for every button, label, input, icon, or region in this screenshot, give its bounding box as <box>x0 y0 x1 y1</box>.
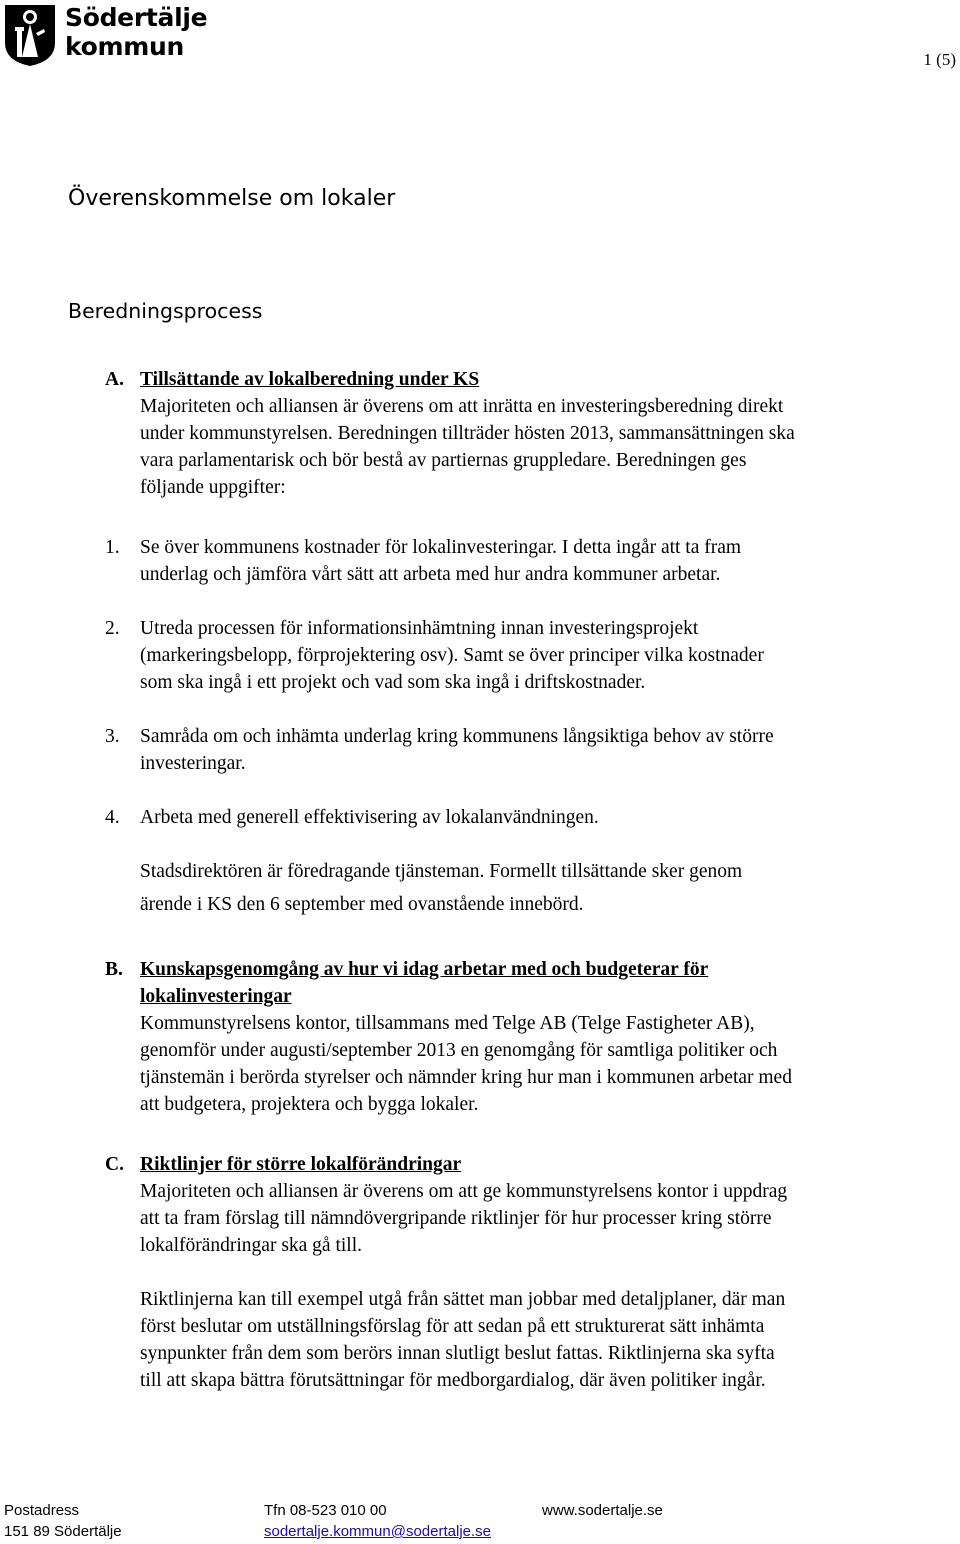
section-a-closing <box>140 858 940 918</box>
list-item-line: (markeringsbelopp, förprojektering osv). Samt se över principer vilka kostnader <box>140 645 764 666</box>
section-c-para1-line: Majoriteten och alliansen är överens om att ge kommunstyrelsens kontor i uppdrag <box>140 1181 788 1202</box>
section-c-para1-line: lokalförändringar ska gå till. <box>140 1235 363 1256</box>
municipality-logo <box>3 3 208 69</box>
page-number: 1 (5) <box>923 50 956 69</box>
document-title: Överenskommelse om lokaler <box>68 186 396 211</box>
section-a-intro-line: följande uppgifter: <box>140 477 286 498</box>
footer-contact <box>264 1500 491 1542</box>
section-a-intro-line: under kommunstyrelsen. Beredningen tillträder hösten 2013, sammansättningen ska <box>140 423 795 444</box>
coat-of-arms-icon <box>3 3 57 67</box>
section-a-intro-line: vara parlamentarisk och bör bestå av partiernas gruppledare. Beredningen ges <box>140 450 747 471</box>
logo-wordmark <box>65 3 207 61</box>
section-c-para2-line: synpunkter från dem som berörs innan slutligt beslut fattas. Riktlinjerna ska syfta <box>140 1343 775 1364</box>
closing-line: ärende i KS den 6 september med ovanstående innebörd. <box>140 894 584 915</box>
list-item-line: Se över kommunens kostnader för lokalinvesteringar. I detta ingår att ta fram <box>140 537 742 558</box>
footer-address-label: Postadress <box>4 1502 80 1519</box>
list-number: 2. <box>105 618 120 639</box>
section-c-para2-line: först beslutar om utställningsförslag för att sedan på ett strukturerat sätt inhämta <box>140 1316 765 1337</box>
footer-address-value: 151 89 Södertälje <box>4 1523 122 1540</box>
footer-phone: Tfn 08-523 010 00 <box>264 1502 387 1519</box>
section-a-heading-block <box>140 366 940 501</box>
list-item <box>140 804 940 831</box>
section-c-para2 <box>140 1286 940 1394</box>
section-a-intro-line: Majoriteten och alliansen är överens om att inrätta en investeringsberedning direkt <box>140 396 784 417</box>
list-item-line: underlag och jämföra vårt sätt att arbeta med hur andra kommuner arbetar. <box>140 564 721 585</box>
section-b-letter: B. <box>105 959 123 980</box>
section-b-block <box>140 956 940 1118</box>
section-b-body-line: Kommunstyrelsens kontor, tillsammans med Telge AB (Telge Fastigheter AB), <box>140 1013 755 1034</box>
section-a-letter: A. <box>105 369 124 390</box>
footer-email-link[interactable]: sodertalje.kommun@sodertalje.se <box>264 1523 491 1540</box>
logo-line-2: kommun <box>65 32 185 61</box>
section-b-body-line: tjänstemän i berörda styrelser och nämnder kring hur man i kommunen arbetar med <box>140 1067 792 1088</box>
logo-line-1: Södertälje <box>65 3 208 32</box>
section-c-para1-line: att ta fram förslag till nämndövergripande riktlinjer för hur processer kring större <box>140 1208 772 1229</box>
list-item-line: Samråda om och inhämta underlag kring kommunens långsiktiga behov av större <box>140 726 774 747</box>
section-c-para2-line: till att skapa bättra förutsättningar för medborgardialog, där även politiker ingår. <box>140 1370 766 1391</box>
section-c-block <box>140 1151 940 1259</box>
list-number: 1. <box>105 537 120 558</box>
list-item-line: som ska ingå i ett projekt och vad som ska ingå i driftskostnader. <box>140 672 646 693</box>
section-c-heading: Riktlinjer för större lokalförändringar <box>140 1154 462 1175</box>
list-item <box>140 615 940 696</box>
section-b-heading-line: lokalinvesteringar <box>140 986 292 1007</box>
section-a-heading: Tillsättande av lokalberedning under KS <box>140 369 480 390</box>
list-item <box>140 534 940 588</box>
section-b-heading-line: Kunskapsgenomgång av hur vi idag arbetar med och budgeterar för <box>140 959 709 980</box>
document-subtitle: Beredningsprocess <box>68 299 263 323</box>
section-b-body-line: genomför under augusti/september 2013 en genomgång för samtliga politiker och <box>140 1040 778 1061</box>
footer-web <box>542 1500 663 1521</box>
footer-website-link[interactable]: www.sodertalje.se <box>542 1502 663 1519</box>
closing-line: Stadsdirektören är föredragande tjänsteman. Formellt tillsättande sker genom <box>140 861 743 882</box>
section-b-body-line: att budgetera, projektera och bygga lokaler. <box>140 1094 479 1115</box>
list-item-line: investeringar. <box>140 753 246 774</box>
list-item <box>140 723 940 777</box>
list-number: 3. <box>105 726 120 747</box>
list-item-line: Utreda processen för informationsinhämtning innan investeringsprojekt <box>140 618 699 639</box>
section-c-letter: C. <box>105 1154 124 1175</box>
footer-address <box>4 1500 122 1542</box>
list-number: 4. <box>105 807 120 828</box>
section-c-para2-line: Riktlinjerna kan till exempel utgå från sättet man jobbar med detaljplaner, där man <box>140 1289 786 1310</box>
list-item-line: Arbeta med generell effektivisering av lokalanvändningen. <box>140 807 599 828</box>
